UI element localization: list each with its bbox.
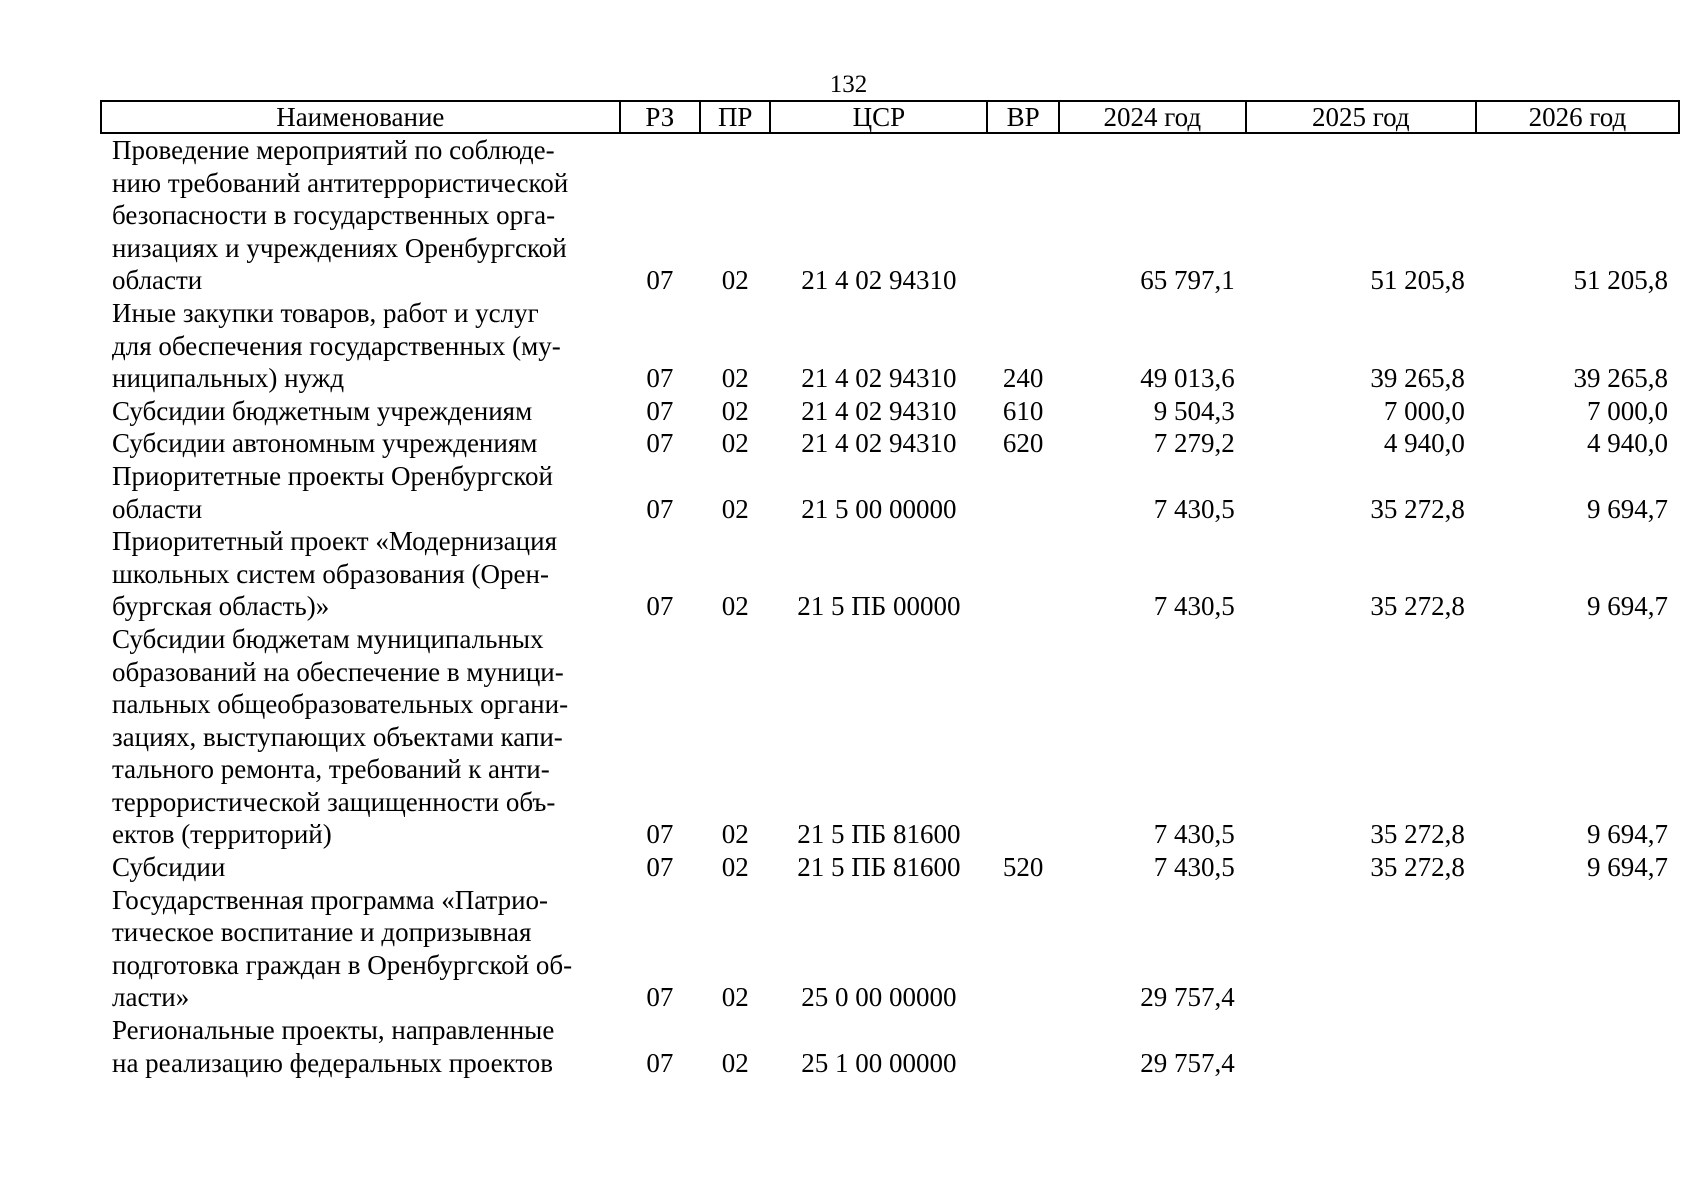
cell-2026: 9 694,7 <box>1587 591 1668 622</box>
cell-rz: 07 <box>646 1047 674 1078</box>
cell-pr: 02 <box>721 1047 749 1078</box>
cell-name <box>101 884 620 1014</box>
cell-2025 <box>1246 1014 1476 1079</box>
table-row <box>101 133 1679 297</box>
cell-pr: 02 <box>721 982 749 1013</box>
cell-rz: 07 <box>646 852 674 883</box>
cell-2024: 7 279,2 <box>1153 428 1235 459</box>
cell-2025: 35 272,8 <box>1370 819 1465 850</box>
cell-2024: 7 430,5 <box>1153 493 1235 524</box>
cell-vr: 610 <box>1002 395 1044 426</box>
header-rz: РЗ <box>620 101 700 133</box>
name-line: Региональные проекты, направленные <box>112 1015 555 1046</box>
cell-2025: 35 272,8 <box>1370 493 1465 524</box>
name-line: школьных систем образования (Орен- <box>112 558 549 589</box>
name-line: подготовка граждан в Оренбургской об- <box>112 949 573 980</box>
table-header <box>101 101 1679 133</box>
cell-2026: 7 000,0 <box>1587 395 1668 426</box>
name-line: безопасности в государственных орга- <box>112 200 556 231</box>
cell-rz: 07 <box>646 819 674 850</box>
table-row <box>101 623 1679 851</box>
name-line: ниципальных) нужд <box>112 363 345 394</box>
cell-2026 <box>1476 1014 1679 1079</box>
name-line: Субсидии автономным учреждениям <box>112 428 538 459</box>
name-line: ектов (территорий) <box>112 819 332 850</box>
cell-vr <box>987 460 1058 525</box>
cell-pr: 02 <box>721 591 749 622</box>
name-line: Субсидии бюджетам муниципальных <box>112 623 544 654</box>
name-line: области <box>112 265 203 296</box>
cell-2026 <box>1476 884 1679 1014</box>
page-number: 132 <box>829 71 868 98</box>
cell-vr: 520 <box>1002 852 1044 883</box>
name-line: Субсидии бюджетным учреждениям <box>112 395 533 426</box>
cell-name <box>101 395 620 428</box>
cell-pr: 02 <box>721 852 749 883</box>
cell-name <box>101 851 620 884</box>
cell-pr: 02 <box>721 428 749 459</box>
cell-2024: 7 430,5 <box>1153 852 1235 883</box>
cell-2024: 7 430,5 <box>1153 819 1235 850</box>
name-line: для обеспечения государственных (му- <box>112 330 561 361</box>
cell-csr: 21 4 02 94310 <box>801 265 957 296</box>
cell-pr: 02 <box>721 493 749 524</box>
table-row <box>101 297 1679 395</box>
name-line: Приоритетные проекты Оренбургской <box>112 460 553 491</box>
cell-pr: 02 <box>721 395 749 426</box>
cell-rz: 07 <box>646 493 674 524</box>
cell-vr <box>987 884 1058 1014</box>
cell-vr <box>987 1014 1058 1079</box>
name-line: пальных общеобразовательных органи- <box>112 689 569 720</box>
cell-2024: 49 013,6 <box>1140 363 1235 394</box>
cell-2025: 51 205,8 <box>1370 265 1465 296</box>
cell-2024: 7 430,5 <box>1153 591 1235 622</box>
cell-rz: 07 <box>646 395 674 426</box>
cell-2025: 7 000,0 <box>1383 395 1465 426</box>
name-line: низациях и учреждениях Оренбургской <box>112 232 567 263</box>
name-line: нию требований антитеррористической <box>112 167 569 198</box>
cell-rz: 07 <box>646 982 674 1013</box>
cell-2024: 9 504,3 <box>1153 395 1235 426</box>
cell-csr: 21 5 ПБ 00000 <box>797 591 961 622</box>
cell-name <box>101 525 620 623</box>
cell-rz: 07 <box>646 428 674 459</box>
cell-vr: 620 <box>1002 428 1044 459</box>
name-line: Приоритетный проект «Модернизация <box>112 526 557 557</box>
cell-2025: 35 272,8 <box>1370 852 1465 883</box>
name-line: зациях, выступающих объектами капи- <box>112 721 563 752</box>
cell-pr: 02 <box>721 265 749 296</box>
budget-table <box>100 100 1680 1079</box>
name-line: области <box>112 493 203 524</box>
cell-2025: 4 940,0 <box>1383 428 1465 459</box>
cell-csr: 21 5 ПБ 81600 <box>797 819 961 850</box>
cell-name <box>101 623 620 851</box>
name-line: террористической защищенности объ- <box>112 786 556 817</box>
header-csr: ЦСР <box>770 101 987 133</box>
cell-pr: 02 <box>721 363 749 394</box>
cell-pr: 02 <box>721 819 749 850</box>
cell-csr: 25 1 00 00000 <box>801 1047 957 1078</box>
cell-name <box>101 1014 620 1079</box>
table-row <box>101 525 1679 623</box>
cell-rz: 07 <box>646 363 674 394</box>
cell-rz: 07 <box>646 265 674 296</box>
name-line: на реализацию федеральных проектов <box>112 1047 554 1078</box>
table-body <box>101 133 1679 1079</box>
cell-2026: 51 205,8 <box>1573 265 1668 296</box>
cell-csr: 25 0 00 00000 <box>801 982 957 1013</box>
header-name: Наименование <box>101 101 620 133</box>
cell-vr: 240 <box>1002 363 1044 394</box>
cell-name <box>101 297 620 395</box>
cell-2024: 29 757,4 <box>1140 1047 1235 1078</box>
cell-rz: 07 <box>646 591 674 622</box>
cell-csr: 21 4 02 94310 <box>801 363 957 394</box>
cell-2026: 9 694,7 <box>1587 852 1668 883</box>
cell-2025: 35 272,8 <box>1370 591 1465 622</box>
cell-vr <box>987 525 1058 623</box>
header-2024: 2024 год <box>1059 101 1246 133</box>
cell-2025: 39 265,8 <box>1370 363 1465 394</box>
cell-vr <box>987 623 1058 851</box>
name-line: тального ремонта, требований к анти- <box>112 754 550 785</box>
cell-2024: 65 797,1 <box>1140 265 1235 296</box>
cell-name <box>101 133 620 297</box>
cell-name <box>101 460 620 525</box>
cell-csr: 21 5 ПБ 81600 <box>797 852 961 883</box>
cell-2026: 9 694,7 <box>1587 819 1668 850</box>
name-line: ласти» <box>112 982 190 1013</box>
table-row <box>101 851 1679 884</box>
cell-2026: 4 940,0 <box>1587 428 1668 459</box>
header-2025: 2025 год <box>1246 101 1476 133</box>
cell-2025 <box>1246 884 1476 1014</box>
name-line: Субсидии <box>112 852 226 883</box>
name-line: Иные закупки товаров, работ и услуг <box>112 297 539 328</box>
header-pr: ПР <box>700 101 770 133</box>
cell-2024: 29 757,4 <box>1140 982 1235 1013</box>
cell-vr <box>987 133 1058 297</box>
table-row <box>101 395 1679 428</box>
table-row <box>101 1014 1679 1079</box>
cell-name <box>101 427 620 460</box>
name-line: Проведение мероприятий по соблюде- <box>112 135 555 165</box>
cell-csr: 21 4 02 94310 <box>801 428 957 459</box>
cell-csr: 21 5 00 00000 <box>801 493 957 524</box>
cell-2026: 9 694,7 <box>1587 493 1668 524</box>
header-vr: ВР <box>987 101 1058 133</box>
name-line: бургская область)» <box>112 591 330 622</box>
table-row <box>101 884 1679 1014</box>
cell-2026: 39 265,8 <box>1573 363 1668 394</box>
table-row <box>101 460 1679 525</box>
name-line: образований на обеспечение в муници- <box>112 656 564 687</box>
cell-csr: 21 4 02 94310 <box>801 395 957 426</box>
header-2026: 2026 год <box>1476 101 1679 133</box>
name-line: Государственная программа «Патрио- <box>112 884 549 915</box>
name-line: тическое воспитание и допризывная <box>112 917 532 948</box>
table-row <box>101 427 1679 460</box>
header-row <box>101 101 1679 133</box>
